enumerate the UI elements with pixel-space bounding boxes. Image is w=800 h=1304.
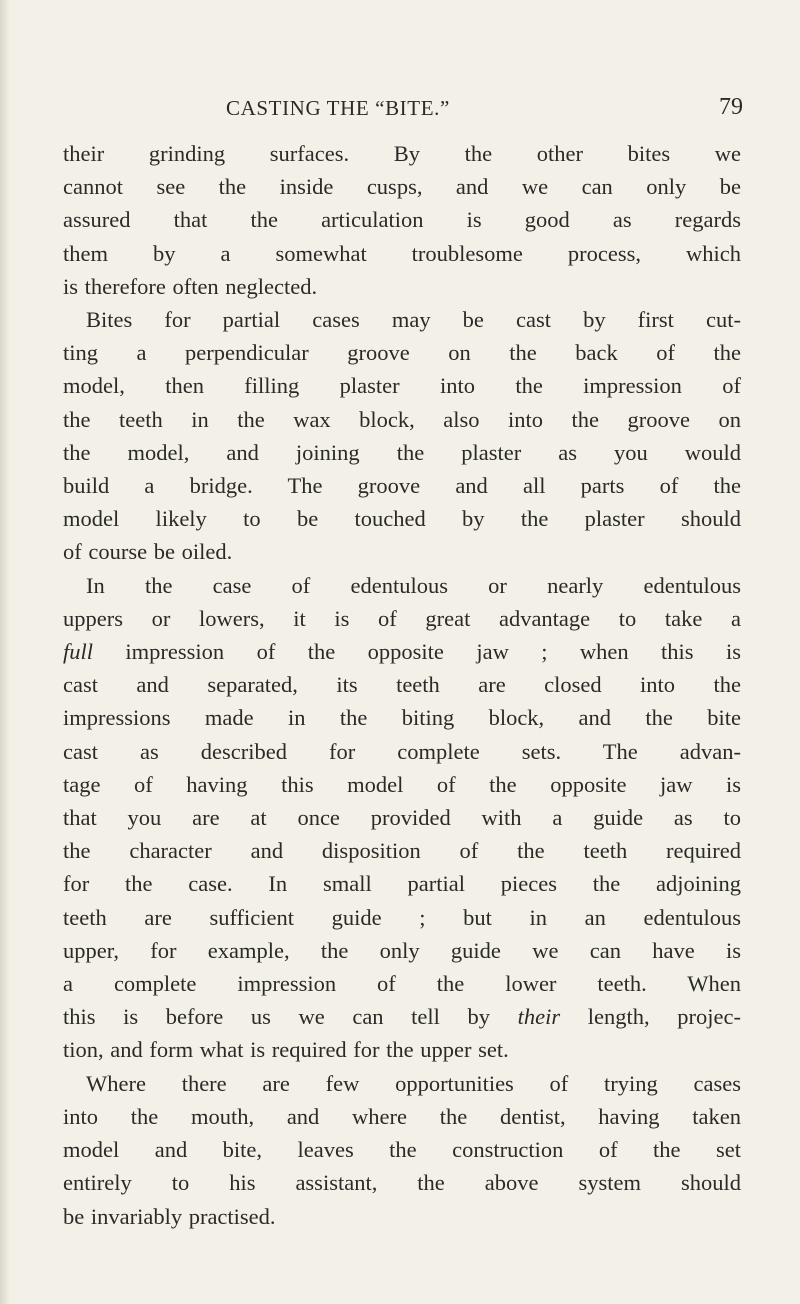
page-edge-shadow [0, 0, 10, 1304]
text-fragment: length, projec- [560, 1004, 741, 1030]
body-text [63, 137, 741, 1233]
text-line: that you are at once provided with a guide as to [63, 805, 741, 831]
text-line: be invariably practised. [63, 1203, 276, 1229]
italic-word: full [63, 639, 94, 665]
page-number: 79 [719, 94, 743, 120]
text-line: tage of having this model of the opposite jaw is [63, 771, 741, 797]
text-line: them by a somewhat troublesome process, which [63, 240, 741, 266]
text-line: of course be oiled. [63, 539, 233, 565]
running-header: CASTING THE “BITE.” [226, 96, 450, 120]
text-line: the character and disposition of the teeth required [63, 838, 741, 864]
text-line: Bites for partial cases may be cast by first cut- [86, 307, 741, 333]
text-fragment: this is before us we can tell by [63, 1004, 518, 1030]
text-line: model, then filling plaster into the impression of [63, 373, 741, 399]
text-line: tion, and form what is required for the upper set. [63, 1037, 509, 1063]
text-line: the teeth in the wax block, also into the groove on [63, 406, 741, 432]
text-line: into the mouth, and where the dentist, having taken [63, 1103, 741, 1129]
text-line-with-italic [63, 1000, 741, 1033]
text-line: Where there are few opportunities of trying cases [86, 1070, 741, 1096]
text-line: model and bite, leaves the construction of the set [63, 1137, 741, 1163]
text-line: build a bridge. The groove and all parts of the [63, 473, 741, 499]
text-line: cast and separated, its teeth are closed into the [63, 672, 741, 698]
text-line: cast as described for complete sets. The advan- [63, 738, 741, 764]
text-line: for the case. In small partial pieces the adjoining [63, 871, 741, 897]
text-line: the model, and joining the plaster as you would [63, 439, 741, 465]
text-line: their grinding surfaces. By the other bites we [63, 141, 741, 166]
text-line: model likely to be touched by the plaster should [63, 506, 741, 532]
text-line: teeth are sufficient guide ; but in an edentulous [63, 904, 741, 930]
text-line: is therefore often neglected. [63, 273, 318, 299]
text-line: uppers or lowers, it is of great advantage to take a [63, 605, 741, 631]
text-line: assured that the articulation is good as regards [63, 207, 741, 233]
text-line: In the case of edentulous or nearly edentulous [86, 572, 741, 598]
text-line: upper, for example, the only guide we can have is [63, 937, 741, 963]
text-line: ting a perpendicular groove on the back of the [63, 340, 741, 366]
text-line-with-italic [63, 635, 741, 668]
text-fragment: impression of the opposite jaw ; when this is [93, 639, 741, 665]
text-line: cannot see the inside cusps, and we can only be [63, 174, 741, 200]
italic-word: their [517, 1004, 561, 1030]
text-line: a complete impression of the lower teeth. When [63, 971, 741, 997]
text-line: impressions made in the biting block, and the bite [63, 705, 741, 731]
text-line: entirely to his assistant, the above system should [63, 1170, 741, 1196]
